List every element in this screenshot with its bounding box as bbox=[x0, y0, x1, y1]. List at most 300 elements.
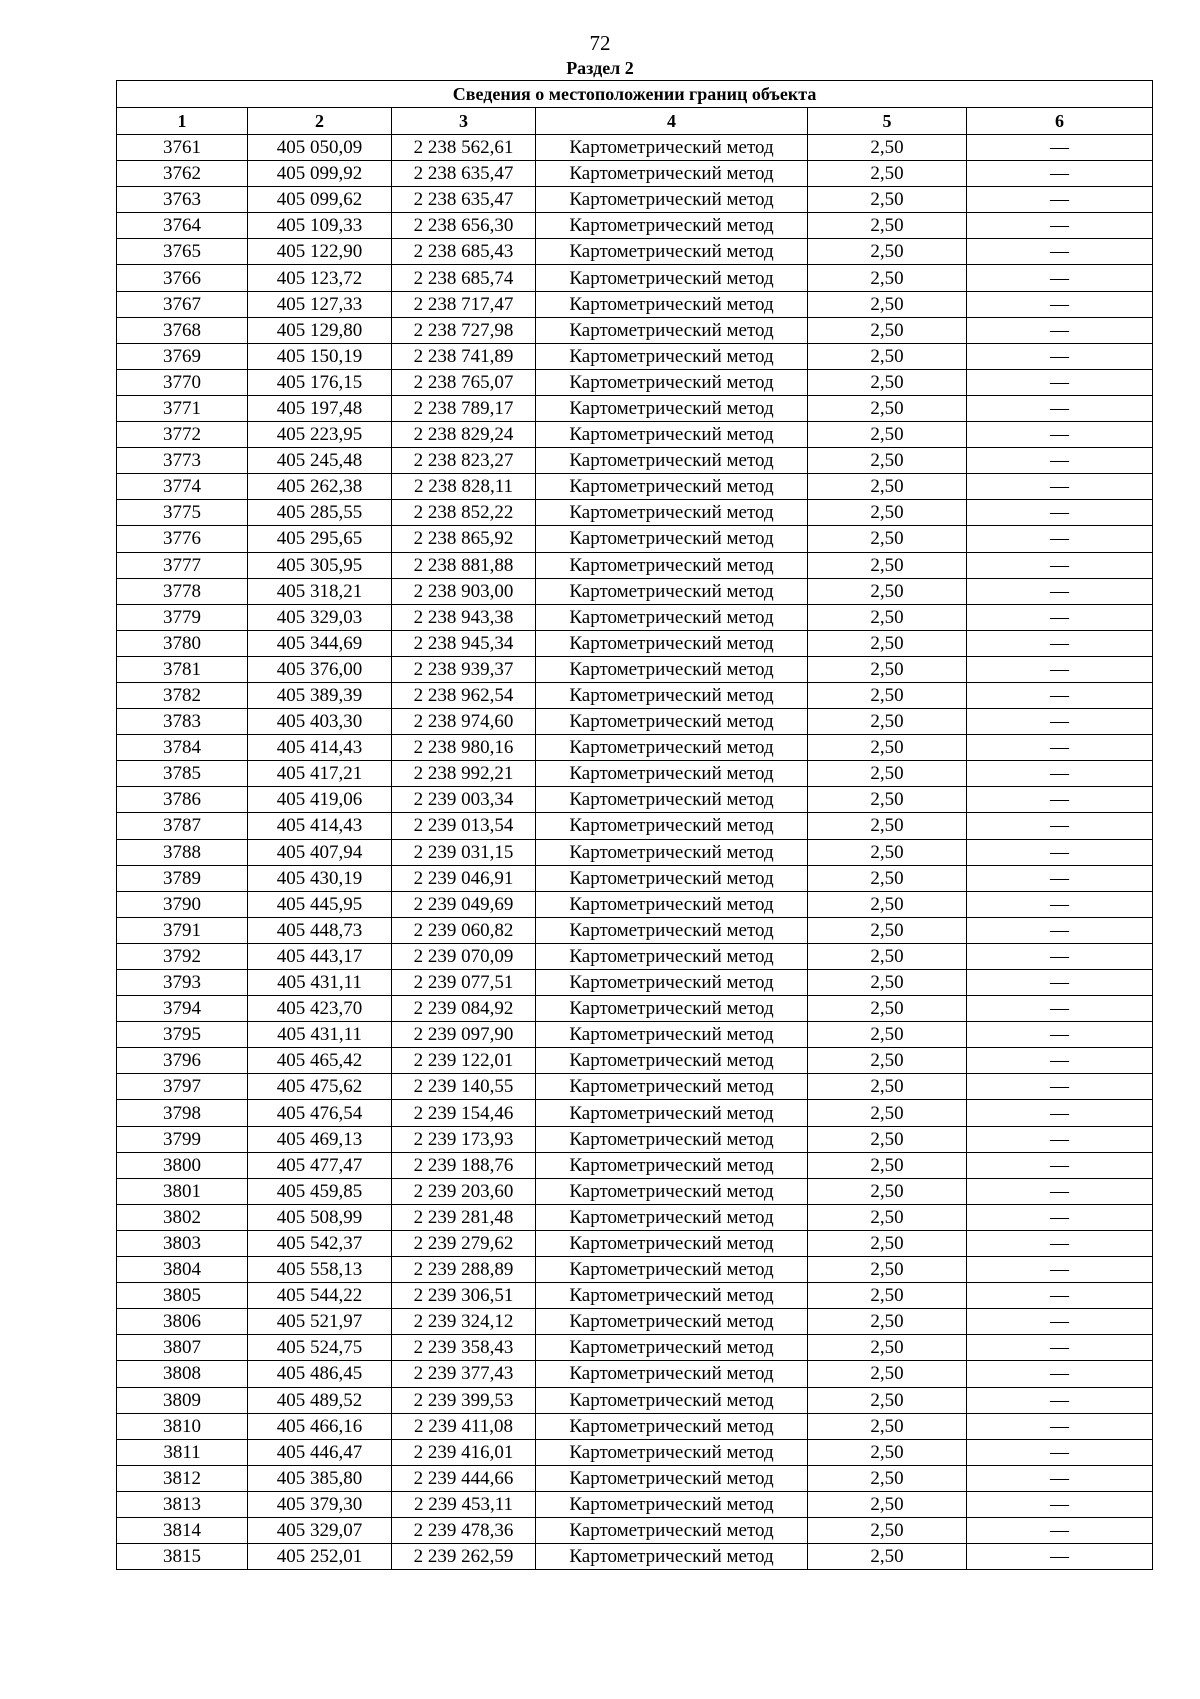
point-number-cell: 3788 bbox=[117, 839, 248, 865]
y-coordinate-cell: 2 238 685,43 bbox=[392, 239, 536, 265]
method-cell: Картометрический метод bbox=[536, 943, 808, 969]
table-row bbox=[117, 448, 1153, 474]
x-coordinate-cell: 405 558,13 bbox=[248, 1257, 392, 1283]
point-number-cell: 3791 bbox=[117, 917, 248, 943]
description-cell: — bbox=[967, 813, 1153, 839]
description-cell: — bbox=[967, 343, 1153, 369]
table-row bbox=[117, 1544, 1153, 1570]
x-coordinate-cell: 405 430,19 bbox=[248, 865, 392, 891]
method-cell: Картометрический метод bbox=[536, 578, 808, 604]
description-cell: — bbox=[967, 291, 1153, 317]
x-coordinate-cell: 405 385,80 bbox=[248, 1465, 392, 1491]
table-row bbox=[117, 578, 1153, 604]
accuracy-cell: 2,50 bbox=[808, 578, 967, 604]
x-coordinate-cell: 405 379,30 bbox=[248, 1491, 392, 1517]
point-number-cell: 3805 bbox=[117, 1283, 248, 1309]
method-cell: Картометрический метод bbox=[536, 187, 808, 213]
table-row bbox=[117, 369, 1153, 395]
point-number-cell: 3807 bbox=[117, 1335, 248, 1361]
description-cell: — bbox=[967, 474, 1153, 500]
y-coordinate-cell: 2 239 377,43 bbox=[392, 1361, 536, 1387]
method-cell: Картометрический метод bbox=[536, 552, 808, 578]
accuracy-cell: 2,50 bbox=[808, 656, 967, 682]
table-row bbox=[117, 839, 1153, 865]
method-cell: Картометрический метод bbox=[536, 1439, 808, 1465]
accuracy-cell: 2,50 bbox=[808, 761, 967, 787]
point-number-cell: 3789 bbox=[117, 865, 248, 891]
point-number-cell: 3769 bbox=[117, 343, 248, 369]
description-cell: — bbox=[967, 552, 1153, 578]
accuracy-cell: 2,50 bbox=[808, 1100, 967, 1126]
method-cell: Картометрический метод bbox=[536, 891, 808, 917]
table-row bbox=[117, 474, 1153, 500]
y-coordinate-cell: 2 238 727,98 bbox=[392, 317, 536, 343]
point-number-cell: 3764 bbox=[117, 213, 248, 239]
x-coordinate-cell: 405 329,03 bbox=[248, 604, 392, 630]
point-number-cell: 3768 bbox=[117, 317, 248, 343]
point-number-cell: 3806 bbox=[117, 1309, 248, 1335]
y-coordinate-cell: 2 239 281,48 bbox=[392, 1204, 536, 1230]
method-cell: Картометрический метод bbox=[536, 213, 808, 239]
description-cell: — bbox=[967, 735, 1153, 761]
accuracy-cell: 2,50 bbox=[808, 1074, 967, 1100]
point-number-cell: 3765 bbox=[117, 239, 248, 265]
table-row bbox=[117, 343, 1153, 369]
method-cell: Картометрический метод bbox=[536, 1152, 808, 1178]
table-row bbox=[117, 787, 1153, 813]
x-coordinate-cell: 405 176,15 bbox=[248, 369, 392, 395]
accuracy-cell: 2,50 bbox=[808, 1439, 967, 1465]
table-row bbox=[117, 943, 1153, 969]
accuracy-cell: 2,50 bbox=[808, 1544, 967, 1570]
table-row bbox=[117, 1491, 1153, 1517]
accuracy-cell: 2,50 bbox=[808, 787, 967, 813]
accuracy-cell: 2,50 bbox=[808, 317, 967, 343]
method-cell: Картометрический метод bbox=[536, 1257, 808, 1283]
point-number-cell: 3811 bbox=[117, 1439, 248, 1465]
accuracy-cell: 2,50 bbox=[808, 161, 967, 187]
table-row bbox=[117, 917, 1153, 943]
method-cell: Картометрический метод bbox=[536, 1387, 808, 1413]
description-cell: — bbox=[967, 1257, 1153, 1283]
point-number-cell: 3798 bbox=[117, 1100, 248, 1126]
accuracy-cell: 2,50 bbox=[808, 213, 967, 239]
y-coordinate-cell: 2 238 974,60 bbox=[392, 709, 536, 735]
point-number-cell: 3761 bbox=[117, 135, 248, 161]
x-coordinate-cell: 405 305,95 bbox=[248, 552, 392, 578]
point-number-cell: 3792 bbox=[117, 943, 248, 969]
method-cell: Картометрический метод bbox=[536, 1126, 808, 1152]
description-cell: — bbox=[967, 265, 1153, 291]
x-coordinate-cell: 405 417,21 bbox=[248, 761, 392, 787]
accuracy-cell: 2,50 bbox=[808, 630, 967, 656]
x-coordinate-cell: 405 443,17 bbox=[248, 943, 392, 969]
y-coordinate-cell: 2 239 399,53 bbox=[392, 1387, 536, 1413]
column-number-2: 2 bbox=[248, 108, 392, 135]
y-coordinate-cell: 2 238 992,21 bbox=[392, 761, 536, 787]
point-number-cell: 3779 bbox=[117, 604, 248, 630]
boundary-coordinates-table bbox=[116, 80, 1153, 1570]
accuracy-cell: 2,50 bbox=[808, 970, 967, 996]
y-coordinate-cell: 2 239 358,43 bbox=[392, 1335, 536, 1361]
description-cell: — bbox=[967, 943, 1153, 969]
table-row bbox=[117, 682, 1153, 708]
x-coordinate-cell: 405 252,01 bbox=[248, 1544, 392, 1570]
method-cell: Картометрический метод bbox=[536, 500, 808, 526]
table-row bbox=[117, 813, 1153, 839]
accuracy-cell: 2,50 bbox=[808, 996, 967, 1022]
point-number-cell: 3810 bbox=[117, 1413, 248, 1439]
point-number-cell: 3793 bbox=[117, 970, 248, 996]
table-row bbox=[117, 1387, 1153, 1413]
accuracy-cell: 2,50 bbox=[808, 1517, 967, 1543]
x-coordinate-cell: 405 262,38 bbox=[248, 474, 392, 500]
method-cell: Картометрический метод bbox=[536, 787, 808, 813]
point-number-cell: 3777 bbox=[117, 552, 248, 578]
table-row bbox=[117, 1230, 1153, 1256]
table-row bbox=[117, 422, 1153, 448]
x-coordinate-cell: 405 122,90 bbox=[248, 239, 392, 265]
point-number-cell: 3780 bbox=[117, 630, 248, 656]
description-cell: — bbox=[967, 448, 1153, 474]
table-row bbox=[117, 526, 1153, 552]
y-coordinate-cell: 2 239 003,34 bbox=[392, 787, 536, 813]
y-coordinate-cell: 2 238 635,47 bbox=[392, 161, 536, 187]
point-number-cell: 3763 bbox=[117, 187, 248, 213]
y-coordinate-cell: 2 238 562,61 bbox=[392, 135, 536, 161]
y-coordinate-cell: 2 239 077,51 bbox=[392, 970, 536, 996]
x-coordinate-cell: 405 445,95 bbox=[248, 891, 392, 917]
y-coordinate-cell: 2 239 478,36 bbox=[392, 1517, 536, 1543]
x-coordinate-cell: 405 376,00 bbox=[248, 656, 392, 682]
x-coordinate-cell: 405 466,16 bbox=[248, 1413, 392, 1439]
x-coordinate-cell: 405 403,30 bbox=[248, 709, 392, 735]
y-coordinate-cell: 2 239 060,82 bbox=[392, 917, 536, 943]
method-cell: Картометрический метод bbox=[536, 135, 808, 161]
accuracy-cell: 2,50 bbox=[808, 1283, 967, 1309]
accuracy-cell: 2,50 bbox=[808, 1022, 967, 1048]
point-number-cell: 3786 bbox=[117, 787, 248, 813]
table-row bbox=[117, 891, 1153, 917]
x-coordinate-cell: 405 129,80 bbox=[248, 317, 392, 343]
accuracy-cell: 2,50 bbox=[808, 526, 967, 552]
method-cell: Картометрический метод bbox=[536, 1048, 808, 1074]
description-cell: — bbox=[967, 839, 1153, 865]
description-cell: — bbox=[967, 1309, 1153, 1335]
y-coordinate-cell: 2 239 140,55 bbox=[392, 1074, 536, 1100]
point-number-cell: 3783 bbox=[117, 709, 248, 735]
method-cell: Картометрический метод bbox=[536, 1517, 808, 1543]
accuracy-cell: 2,50 bbox=[808, 1178, 967, 1204]
table-row bbox=[117, 865, 1153, 891]
method-cell: Картометрический метод bbox=[536, 1100, 808, 1126]
accuracy-cell: 2,50 bbox=[808, 839, 967, 865]
accuracy-cell: 2,50 bbox=[808, 474, 967, 500]
table-row bbox=[117, 135, 1153, 161]
description-cell: — bbox=[967, 1022, 1153, 1048]
table-row bbox=[117, 500, 1153, 526]
method-cell: Картометрический метод bbox=[536, 996, 808, 1022]
description-cell: — bbox=[967, 1230, 1153, 1256]
accuracy-cell: 2,50 bbox=[808, 1413, 967, 1439]
y-coordinate-cell: 2 239 288,89 bbox=[392, 1257, 536, 1283]
table-row bbox=[117, 265, 1153, 291]
description-cell: — bbox=[967, 1491, 1153, 1517]
description-cell: — bbox=[967, 656, 1153, 682]
table-row bbox=[117, 1257, 1153, 1283]
method-cell: Картометрический метод bbox=[536, 291, 808, 317]
x-coordinate-cell: 405 419,06 bbox=[248, 787, 392, 813]
point-number-cell: 3781 bbox=[117, 656, 248, 682]
method-cell: Картометрический метод bbox=[536, 917, 808, 943]
method-cell: Картометрический метод bbox=[536, 735, 808, 761]
y-coordinate-cell: 2 239 188,76 bbox=[392, 1152, 536, 1178]
method-cell: Картометрический метод bbox=[536, 343, 808, 369]
accuracy-cell: 2,50 bbox=[808, 1257, 967, 1283]
method-cell: Картометрический метод bbox=[536, 161, 808, 187]
method-cell: Картометрический метод bbox=[536, 1178, 808, 1204]
table-row bbox=[117, 1309, 1153, 1335]
accuracy-cell: 2,50 bbox=[808, 1465, 967, 1491]
description-cell: — bbox=[967, 422, 1153, 448]
accuracy-cell: 2,50 bbox=[808, 709, 967, 735]
point-number-cell: 3771 bbox=[117, 395, 248, 421]
point-number-cell: 3801 bbox=[117, 1178, 248, 1204]
description-cell: — bbox=[967, 526, 1153, 552]
method-cell: Картометрический метод bbox=[536, 395, 808, 421]
accuracy-cell: 2,50 bbox=[808, 500, 967, 526]
description-cell: — bbox=[967, 604, 1153, 630]
method-cell: Картометрический метод bbox=[536, 1309, 808, 1335]
column-number-1: 1 bbox=[117, 108, 248, 135]
method-cell: Картометрический метод bbox=[536, 1283, 808, 1309]
accuracy-cell: 2,50 bbox=[808, 552, 967, 578]
description-cell: — bbox=[967, 1465, 1153, 1491]
y-coordinate-cell: 2 239 324,12 bbox=[392, 1309, 536, 1335]
accuracy-cell: 2,50 bbox=[808, 1152, 967, 1178]
accuracy-cell: 2,50 bbox=[808, 395, 967, 421]
accuracy-cell: 2,50 bbox=[808, 239, 967, 265]
table-row bbox=[117, 630, 1153, 656]
description-cell: — bbox=[967, 917, 1153, 943]
y-coordinate-cell: 2 238 717,47 bbox=[392, 291, 536, 317]
y-coordinate-cell: 2 239 173,93 bbox=[392, 1126, 536, 1152]
x-coordinate-cell: 405 542,37 bbox=[248, 1230, 392, 1256]
x-coordinate-cell: 405 109,33 bbox=[248, 213, 392, 239]
description-cell: — bbox=[967, 1074, 1153, 1100]
point-number-cell: 3808 bbox=[117, 1361, 248, 1387]
x-coordinate-cell: 405 465,42 bbox=[248, 1048, 392, 1074]
y-coordinate-cell: 2 238 962,54 bbox=[392, 682, 536, 708]
accuracy-cell: 2,50 bbox=[808, 943, 967, 969]
description-cell: — bbox=[967, 317, 1153, 343]
y-coordinate-cell: 2 238 945,34 bbox=[392, 630, 536, 656]
point-number-cell: 3797 bbox=[117, 1074, 248, 1100]
y-coordinate-cell: 2 238 903,00 bbox=[392, 578, 536, 604]
x-coordinate-cell: 405 414,43 bbox=[248, 813, 392, 839]
accuracy-cell: 2,50 bbox=[808, 291, 967, 317]
x-coordinate-cell: 405 469,13 bbox=[248, 1126, 392, 1152]
point-number-cell: 3762 bbox=[117, 161, 248, 187]
x-coordinate-cell: 405 431,11 bbox=[248, 970, 392, 996]
accuracy-cell: 2,50 bbox=[808, 1335, 967, 1361]
y-coordinate-cell: 2 239 049,69 bbox=[392, 891, 536, 917]
description-cell: — bbox=[967, 578, 1153, 604]
point-number-cell: 3775 bbox=[117, 500, 248, 526]
x-coordinate-cell: 405 050,09 bbox=[248, 135, 392, 161]
y-coordinate-cell: 2 239 416,01 bbox=[392, 1439, 536, 1465]
point-number-cell: 3776 bbox=[117, 526, 248, 552]
table-row bbox=[117, 604, 1153, 630]
table-row bbox=[117, 1074, 1153, 1100]
description-cell: — bbox=[967, 369, 1153, 395]
method-cell: Картометрический метод bbox=[536, 630, 808, 656]
table-row bbox=[117, 552, 1153, 578]
y-coordinate-cell: 2 238 828,11 bbox=[392, 474, 536, 500]
accuracy-cell: 2,50 bbox=[808, 1309, 967, 1335]
accuracy-cell: 2,50 bbox=[808, 891, 967, 917]
x-coordinate-cell: 405 150,19 bbox=[248, 343, 392, 369]
method-cell: Картометрический метод bbox=[536, 422, 808, 448]
point-number-cell: 3766 bbox=[117, 265, 248, 291]
table-row bbox=[117, 395, 1153, 421]
x-coordinate-cell: 405 329,07 bbox=[248, 1517, 392, 1543]
accuracy-cell: 2,50 bbox=[808, 917, 967, 943]
x-coordinate-cell: 405 459,85 bbox=[248, 1178, 392, 1204]
y-coordinate-cell: 2 238 635,47 bbox=[392, 187, 536, 213]
description-cell: — bbox=[967, 135, 1153, 161]
method-cell: Картометрический метод bbox=[536, 761, 808, 787]
description-cell: — bbox=[967, 1439, 1153, 1465]
section-title: Раздел 2 bbox=[566, 58, 634, 78]
description-cell: — bbox=[967, 500, 1153, 526]
column-number-3: 3 bbox=[392, 108, 536, 135]
description-cell: — bbox=[967, 395, 1153, 421]
method-cell: Картометрический метод bbox=[536, 369, 808, 395]
x-coordinate-cell: 405 431,11 bbox=[248, 1022, 392, 1048]
table-row bbox=[117, 239, 1153, 265]
x-coordinate-cell: 405 123,72 bbox=[248, 265, 392, 291]
point-number-cell: 3767 bbox=[117, 291, 248, 317]
description-cell: — bbox=[967, 187, 1153, 213]
method-cell: Картометрический метод bbox=[536, 839, 808, 865]
accuracy-cell: 2,50 bbox=[808, 865, 967, 891]
accuracy-cell: 2,50 bbox=[808, 135, 967, 161]
accuracy-cell: 2,50 bbox=[808, 1126, 967, 1152]
table-row bbox=[117, 291, 1153, 317]
method-cell: Картометрический метод bbox=[536, 1335, 808, 1361]
method-cell: Картометрический метод bbox=[536, 265, 808, 291]
accuracy-cell: 2,50 bbox=[808, 1230, 967, 1256]
y-coordinate-cell: 2 238 865,92 bbox=[392, 526, 536, 552]
x-coordinate-cell: 405 475,62 bbox=[248, 1074, 392, 1100]
description-cell: — bbox=[967, 630, 1153, 656]
table-row bbox=[117, 1335, 1153, 1361]
table-row bbox=[117, 187, 1153, 213]
description-cell: — bbox=[967, 1413, 1153, 1439]
table-row bbox=[117, 1178, 1153, 1204]
x-coordinate-cell: 405 318,21 bbox=[248, 578, 392, 604]
description-cell: — bbox=[967, 891, 1153, 917]
point-number-cell: 3778 bbox=[117, 578, 248, 604]
y-coordinate-cell: 2 239 013,54 bbox=[392, 813, 536, 839]
point-number-cell: 3787 bbox=[117, 813, 248, 839]
point-number-cell: 3773 bbox=[117, 448, 248, 474]
y-coordinate-cell: 2 238 943,38 bbox=[392, 604, 536, 630]
accuracy-cell: 2,50 bbox=[808, 813, 967, 839]
table-row bbox=[117, 1022, 1153, 1048]
x-coordinate-cell: 405 423,70 bbox=[248, 996, 392, 1022]
y-coordinate-cell: 2 239 070,09 bbox=[392, 943, 536, 969]
x-coordinate-cell: 405 197,48 bbox=[248, 395, 392, 421]
x-coordinate-cell: 405 524,75 bbox=[248, 1335, 392, 1361]
description-cell: — bbox=[967, 1178, 1153, 1204]
x-coordinate-cell: 405 486,45 bbox=[248, 1361, 392, 1387]
table-row bbox=[117, 1100, 1153, 1126]
method-cell: Картометрический метод bbox=[536, 1491, 808, 1517]
point-number-cell: 3790 bbox=[117, 891, 248, 917]
method-cell: Картометрический метод bbox=[536, 709, 808, 735]
point-number-cell: 3799 bbox=[117, 1126, 248, 1152]
accuracy-cell: 2,50 bbox=[808, 682, 967, 708]
description-cell: — bbox=[967, 1152, 1153, 1178]
x-coordinate-cell: 405 448,73 bbox=[248, 917, 392, 943]
method-cell: Картометрический метод bbox=[536, 1074, 808, 1100]
accuracy-cell: 2,50 bbox=[808, 604, 967, 630]
description-cell: — bbox=[967, 1100, 1153, 1126]
accuracy-cell: 2,50 bbox=[808, 187, 967, 213]
accuracy-cell: 2,50 bbox=[808, 343, 967, 369]
table-row bbox=[117, 161, 1153, 187]
table-row bbox=[117, 1126, 1153, 1152]
y-coordinate-cell: 2 239 306,51 bbox=[392, 1283, 536, 1309]
accuracy-cell: 2,50 bbox=[808, 422, 967, 448]
x-coordinate-cell: 405 476,54 bbox=[248, 1100, 392, 1126]
method-cell: Картометрический метод bbox=[536, 1361, 808, 1387]
x-coordinate-cell: 405 489,52 bbox=[248, 1387, 392, 1413]
description-cell: — bbox=[967, 1283, 1153, 1309]
y-coordinate-cell: 2 239 154,46 bbox=[392, 1100, 536, 1126]
accuracy-cell: 2,50 bbox=[808, 265, 967, 291]
y-coordinate-cell: 2 238 939,37 bbox=[392, 656, 536, 682]
y-coordinate-cell: 2 238 823,27 bbox=[392, 448, 536, 474]
point-number-cell: 3814 bbox=[117, 1517, 248, 1543]
y-coordinate-cell: 2 239 279,62 bbox=[392, 1230, 536, 1256]
y-coordinate-cell: 2 238 852,22 bbox=[392, 500, 536, 526]
description-cell: — bbox=[967, 1517, 1153, 1543]
x-coordinate-cell: 405 099,62 bbox=[248, 187, 392, 213]
point-number-cell: 3804 bbox=[117, 1257, 248, 1283]
x-coordinate-cell: 405 127,33 bbox=[248, 291, 392, 317]
x-coordinate-cell: 405 285,55 bbox=[248, 500, 392, 526]
y-coordinate-cell: 2 238 789,17 bbox=[392, 395, 536, 421]
method-cell: Картометрический метод bbox=[536, 474, 808, 500]
column-number-4: 4 bbox=[536, 108, 808, 135]
table-row bbox=[117, 996, 1153, 1022]
point-number-cell: 3782 bbox=[117, 682, 248, 708]
y-coordinate-cell: 2 238 829,24 bbox=[392, 422, 536, 448]
y-coordinate-cell: 2 238 656,30 bbox=[392, 213, 536, 239]
description-cell: — bbox=[967, 1126, 1153, 1152]
x-coordinate-cell: 405 344,69 bbox=[248, 630, 392, 656]
table-row bbox=[117, 1517, 1153, 1543]
point-number-cell: 3813 bbox=[117, 1491, 248, 1517]
y-coordinate-cell: 2 238 741,89 bbox=[392, 343, 536, 369]
description-cell: — bbox=[967, 161, 1153, 187]
y-coordinate-cell: 2 239 122,01 bbox=[392, 1048, 536, 1074]
point-number-cell: 3785 bbox=[117, 761, 248, 787]
accuracy-cell: 2,50 bbox=[808, 1048, 967, 1074]
